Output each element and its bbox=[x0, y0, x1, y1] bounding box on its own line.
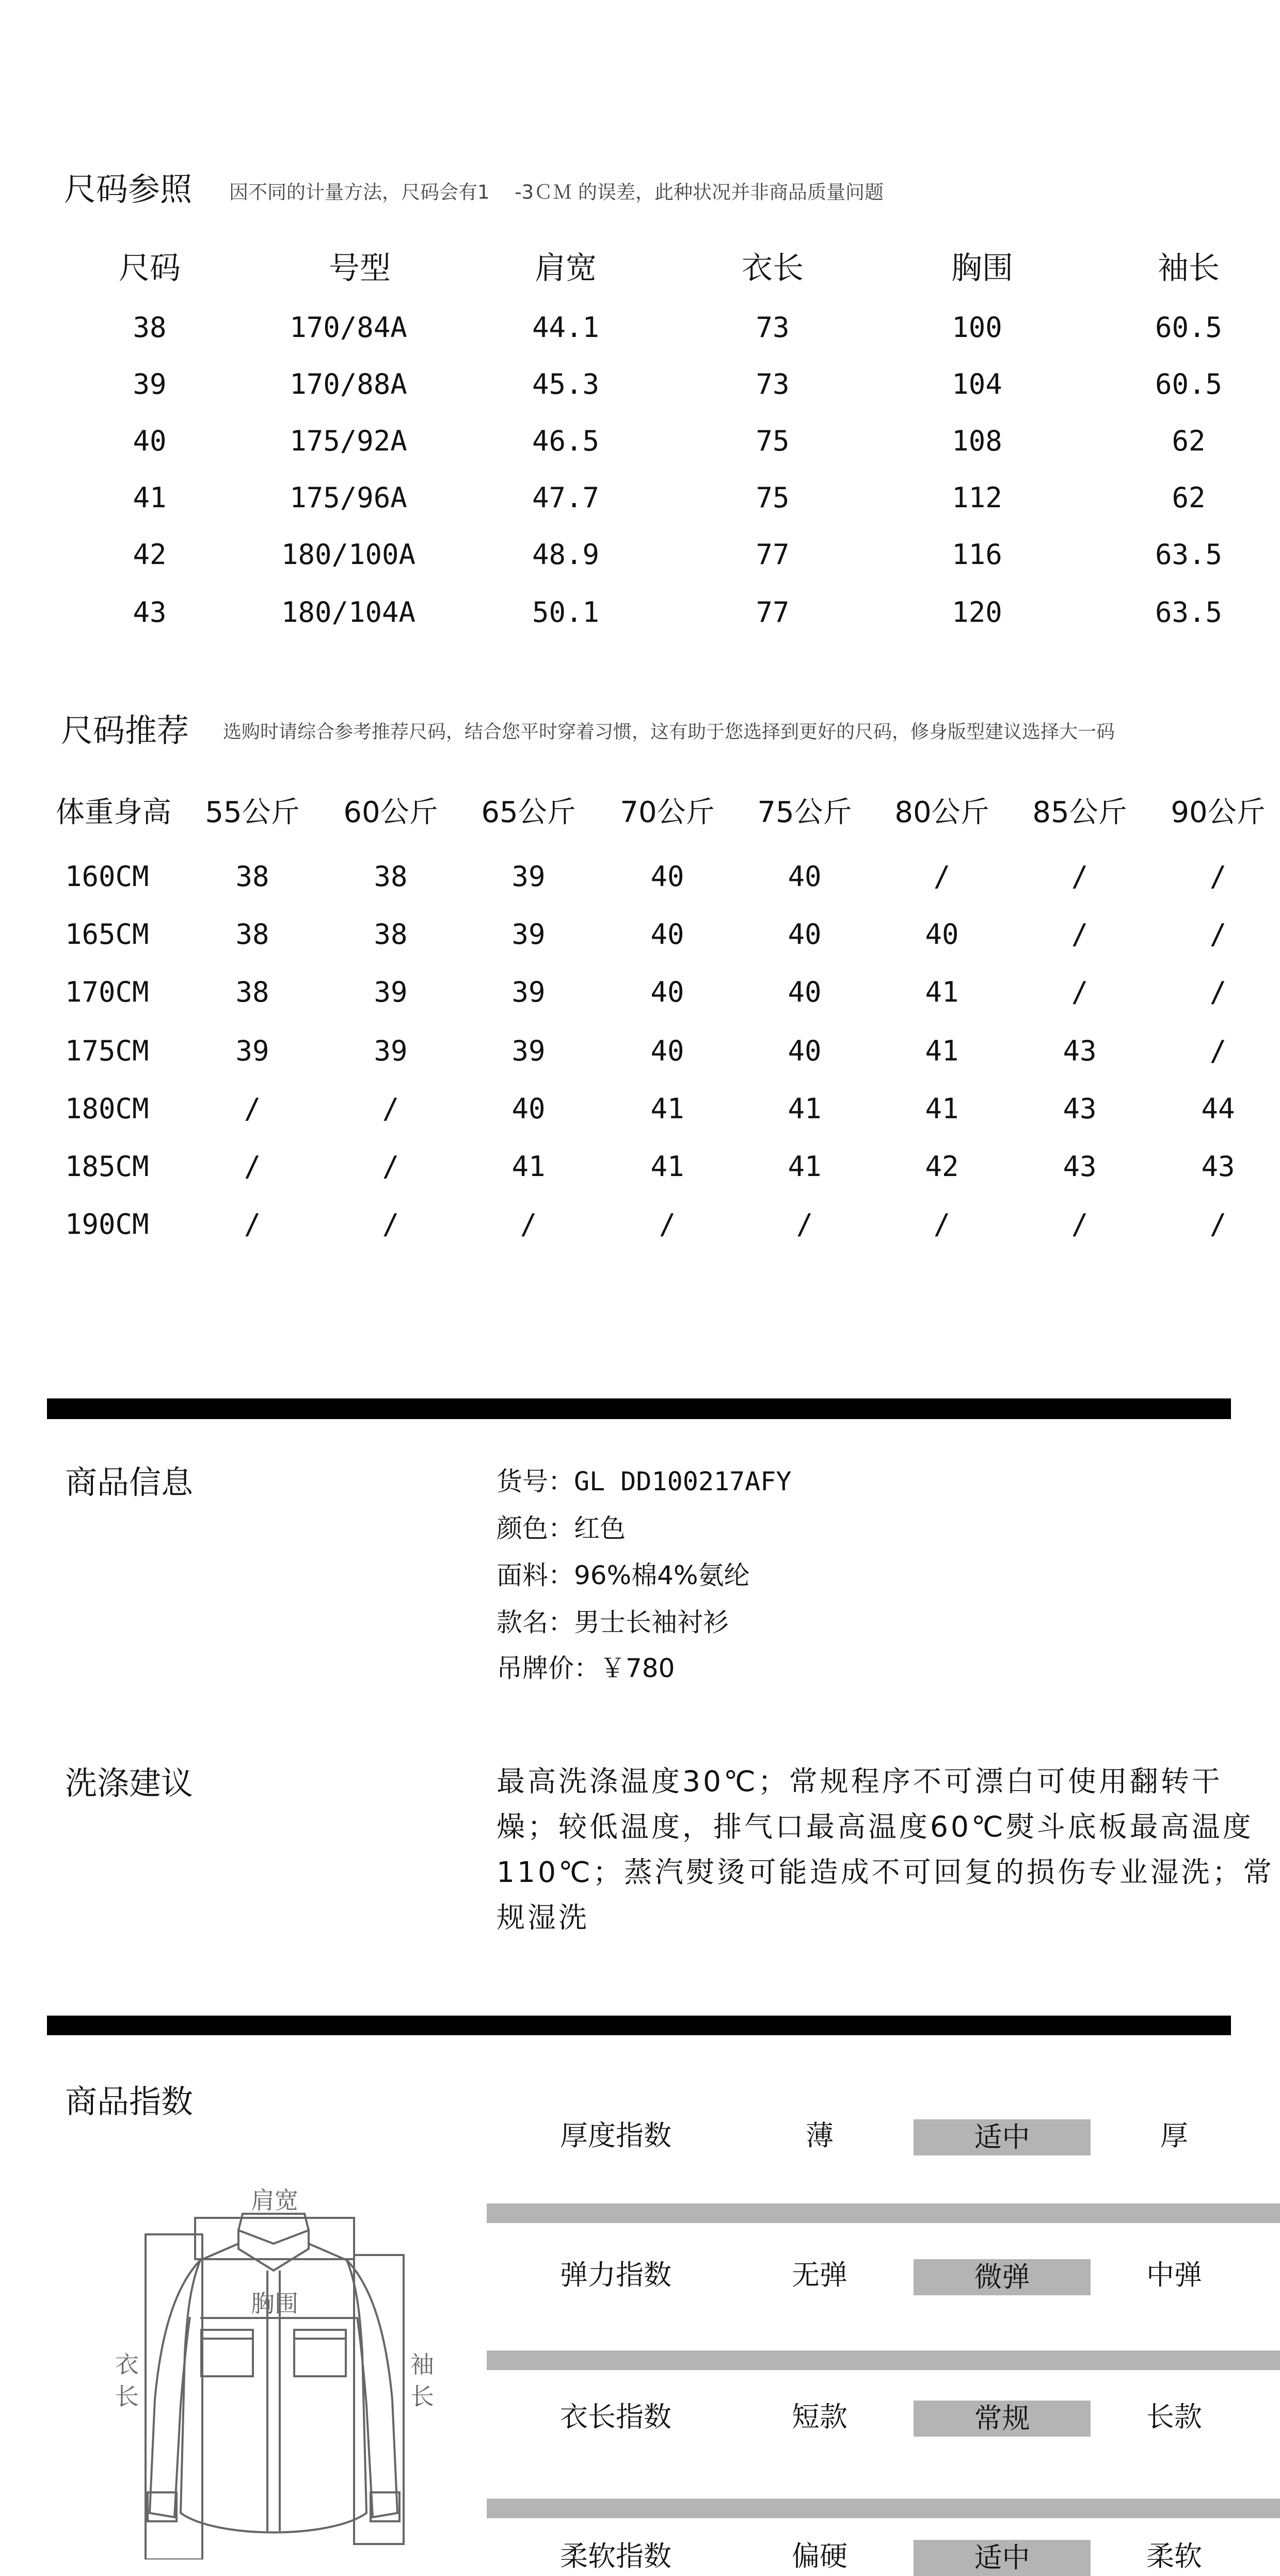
diagram-label-length-1: 衣 bbox=[115, 2350, 139, 2378]
index-selected-label: 微弹 bbox=[974, 2261, 1030, 2293]
cell: / bbox=[1071, 976, 1089, 1008]
washing-instructions: 最高洗涤温度30℃；常规程序不可漂白可使用翻转干燥；较低温度，排气口最高温度60℃熨斗底板最高温度110℃；蒸汽熨烫可能造成不可回复的损伤专业湿洗；常规湿洗 bbox=[497, 1765, 1274, 1934]
index-selected-option bbox=[914, 2401, 1091, 2437]
cell: / bbox=[382, 1092, 399, 1125]
index-selected-option bbox=[914, 2119, 1091, 2155]
cell: 175/96A bbox=[290, 481, 407, 514]
cell: 47.7 bbox=[532, 481, 600, 514]
fabric bbox=[497, 1560, 750, 1590]
cell: / bbox=[244, 1208, 261, 1241]
cell: 73 bbox=[756, 368, 790, 400]
weight-header: 65公斤 bbox=[481, 796, 576, 829]
cell: 43 bbox=[1063, 1092, 1097, 1125]
cell: 170/84A bbox=[290, 311, 407, 344]
cell: 180/104A bbox=[281, 596, 416, 629]
cell: 40 bbox=[788, 976, 822, 1008]
cell: 38 bbox=[374, 860, 408, 893]
height-label: 165CM bbox=[65, 918, 149, 951]
index-divider bbox=[487, 2499, 1280, 2518]
height-label: 180CM bbox=[65, 1092, 149, 1125]
cell: 41 bbox=[788, 1092, 822, 1125]
cell: 40 bbox=[650, 918, 684, 951]
cell: 41 bbox=[650, 1092, 684, 1125]
cell: 38 bbox=[133, 311, 167, 344]
cell: 45.3 bbox=[532, 368, 600, 400]
cell: 38 bbox=[235, 860, 269, 893]
cell: 39 bbox=[511, 976, 546, 1008]
height-label: 160CM bbox=[65, 860, 149, 893]
weight-header: 60公斤 bbox=[343, 796, 438, 829]
cell: 43 bbox=[1063, 1035, 1097, 1067]
cell: 39 bbox=[511, 860, 546, 893]
header-size: 尺码 bbox=[119, 250, 181, 286]
height-label: 175CM bbox=[65, 1035, 149, 1067]
cell: 77 bbox=[756, 538, 790, 571]
item-number-label: 货号： bbox=[497, 1467, 574, 1496]
shirt-measurement-diagram bbox=[103, 2183, 465, 2559]
cell: 41 bbox=[925, 976, 959, 1008]
cell: 108 bbox=[952, 425, 1002, 457]
tag-price bbox=[497, 1655, 675, 1681]
weight-header: 70公斤 bbox=[620, 796, 715, 829]
height-label: 190CM bbox=[65, 1208, 149, 1241]
size-recommend-note: 选购时请综合参考推荐尺码，结合您平时穿着习惯，这有助于您选择到更好的尺码，修身版型建议选择大一码 bbox=[223, 721, 1115, 743]
cell: 38 bbox=[374, 918, 408, 951]
cell: 100 bbox=[952, 311, 1002, 344]
index-option: 薄 bbox=[806, 2119, 834, 2152]
diagram-label-length-2: 长 bbox=[115, 2382, 139, 2410]
cell: 41 bbox=[925, 1035, 959, 1067]
shirt-collar-band bbox=[238, 2214, 309, 2230]
cell: 75 bbox=[756, 425, 790, 457]
cell: 39 bbox=[511, 1035, 546, 1067]
cell: / bbox=[244, 1150, 261, 1183]
cell: 48.9 bbox=[532, 538, 600, 571]
size-recommend-title: 尺码推荐 bbox=[61, 712, 189, 749]
cell: 43 bbox=[1201, 1150, 1235, 1183]
cell: 38 bbox=[235, 976, 269, 1008]
index-selected-option bbox=[914, 2540, 1091, 2576]
item-number bbox=[497, 1469, 791, 1494]
cell: 170/88A bbox=[290, 368, 407, 400]
style-value: 男士长袖衬衫 bbox=[574, 1607, 729, 1637]
cell: 180/100A bbox=[281, 538, 416, 571]
cell: 38 bbox=[235, 918, 269, 951]
cell: 112 bbox=[952, 481, 1002, 514]
corner-label: 体重身高 bbox=[56, 796, 171, 829]
color-label: 颜色： bbox=[497, 1514, 574, 1543]
cell: 42 bbox=[925, 1150, 959, 1183]
header-chest: 胸围 bbox=[951, 250, 1013, 286]
cell: / bbox=[1071, 1208, 1089, 1241]
cell: 41 bbox=[511, 1150, 546, 1183]
height-label: 170CM bbox=[65, 976, 149, 1008]
style-label: 款名： bbox=[497, 1607, 574, 1637]
shirt-collar bbox=[238, 2230, 309, 2271]
right-pocket bbox=[294, 2330, 346, 2376]
diagram-label-sleeve-1: 袖 bbox=[410, 2350, 434, 2378]
product-info-title: 商品信息 bbox=[65, 1463, 194, 1501]
cell: 40 bbox=[788, 1035, 822, 1067]
cell: 46.5 bbox=[532, 425, 600, 457]
item-number-value: GL DD100217AFY bbox=[574, 1467, 792, 1496]
cell: 43 bbox=[133, 596, 167, 629]
cell: / bbox=[382, 1208, 399, 1241]
cell: 41 bbox=[925, 1092, 959, 1125]
cell: 77 bbox=[756, 596, 790, 629]
cell: / bbox=[1209, 918, 1227, 951]
cell: 62 bbox=[1172, 425, 1206, 457]
washing-title: 洗涤建议 bbox=[65, 1764, 194, 1802]
cell: 40 bbox=[133, 425, 167, 457]
cell: / bbox=[1071, 860, 1089, 893]
weight-header: 80公斤 bbox=[894, 796, 989, 829]
cell: 41 bbox=[133, 481, 167, 514]
header-length: 衣长 bbox=[742, 250, 804, 286]
diagram-label-shoulder: 肩宽 bbox=[251, 2186, 298, 2214]
color bbox=[497, 1516, 626, 1541]
index-option: 短款 bbox=[792, 2401, 847, 2433]
cell: / bbox=[1209, 1208, 1227, 1241]
cell: / bbox=[520, 1208, 537, 1241]
cell: 63.5 bbox=[1155, 538, 1223, 571]
cell: / bbox=[1209, 976, 1227, 1008]
cell: / bbox=[1209, 1035, 1227, 1067]
index-name: 衣长指数 bbox=[560, 2401, 671, 2433]
cell: / bbox=[796, 1208, 813, 1241]
weight-header: 55公斤 bbox=[205, 796, 300, 829]
cell: 60.5 bbox=[1155, 311, 1223, 344]
cell: 40 bbox=[788, 918, 822, 951]
cell: 39 bbox=[374, 976, 408, 1008]
price-label: 吊牌价： bbox=[497, 1653, 600, 1683]
index-selected-label: 适中 bbox=[974, 2541, 1030, 2574]
index-option: 长款 bbox=[1146, 2401, 1202, 2433]
product-index-title: 商品指数 bbox=[65, 2083, 194, 2120]
cell: 120 bbox=[952, 596, 1002, 629]
cell: 39 bbox=[374, 1035, 408, 1067]
index-name: 厚度指数 bbox=[560, 2119, 671, 2152]
style-name bbox=[497, 1609, 729, 1635]
index-option: 无弹 bbox=[792, 2259, 847, 2291]
cell: / bbox=[933, 1208, 951, 1241]
cell: 44 bbox=[1201, 1092, 1235, 1125]
cell: 50.1 bbox=[532, 596, 600, 629]
cell: 40 bbox=[925, 918, 959, 951]
section-divider bbox=[47, 2016, 1231, 2035]
cell: / bbox=[933, 860, 951, 893]
height-label: 185CM bbox=[65, 1150, 149, 1183]
cell: 42 bbox=[133, 538, 167, 571]
price-value: ￥780 bbox=[600, 1653, 675, 1683]
index-option: 厚 bbox=[1160, 2119, 1188, 2152]
color-value: 红色 bbox=[574, 1514, 626, 1543]
cell: 44.1 bbox=[532, 311, 600, 344]
index-divider bbox=[487, 2203, 1280, 2223]
index-name: 弹力指数 bbox=[560, 2259, 671, 2291]
header-sleeve: 袖长 bbox=[1158, 250, 1220, 286]
cell: 73 bbox=[756, 311, 790, 344]
cell: / bbox=[1071, 918, 1089, 951]
cell: 40 bbox=[788, 860, 822, 893]
fabric-label: 面料： bbox=[497, 1560, 574, 1590]
cell: 40 bbox=[511, 1092, 546, 1125]
weight-header: 85公斤 bbox=[1032, 796, 1127, 829]
header-model: 号型 bbox=[329, 250, 391, 286]
cell: 63.5 bbox=[1155, 596, 1223, 629]
shirt-left-sleeve bbox=[150, 2260, 200, 2517]
index-option: 柔软 bbox=[1146, 2540, 1202, 2572]
index-selected-label: 常规 bbox=[974, 2402, 1030, 2435]
cell: 39 bbox=[235, 1035, 269, 1067]
weight-header: 75公斤 bbox=[757, 796, 852, 829]
index-option: 偏硬 bbox=[792, 2540, 847, 2572]
size-reference-title: 尺码参照 bbox=[64, 170, 193, 208]
header-shoulder: 肩宽 bbox=[535, 250, 597, 286]
left-pocket bbox=[201, 2330, 253, 2376]
cell: 104 bbox=[952, 368, 1002, 400]
index-selected-label: 适中 bbox=[974, 2121, 1030, 2153]
section-divider bbox=[47, 1398, 1231, 1419]
index-selected-option bbox=[914, 2259, 1091, 2295]
cell: / bbox=[659, 1208, 676, 1241]
cell: 41 bbox=[788, 1150, 822, 1183]
cell: 43 bbox=[1063, 1150, 1097, 1183]
cell: / bbox=[1209, 860, 1227, 893]
cell: 40 bbox=[650, 976, 684, 1008]
cell: 40 bbox=[650, 1035, 684, 1067]
cell: 116 bbox=[952, 538, 1002, 571]
index-divider bbox=[487, 2350, 1280, 2370]
cell: / bbox=[382, 1150, 399, 1183]
index-name: 柔软指数 bbox=[560, 2540, 671, 2572]
diagram-label-sleeve-2: 长 bbox=[410, 2382, 434, 2410]
shirt-body bbox=[181, 2244, 366, 2533]
fabric-value: 96%棉4%氨纶 bbox=[574, 1560, 750, 1590]
size-reference-note: 因不同的计量方法，尺码会有1 -3ＣＭ 的误差，此种状况并非商品质量问题 bbox=[229, 181, 884, 203]
cell: 62 bbox=[1172, 481, 1206, 514]
cell: / bbox=[244, 1092, 261, 1125]
cell: 39 bbox=[511, 918, 546, 951]
index-option: 中弹 bbox=[1146, 2259, 1202, 2291]
cell: 40 bbox=[650, 860, 684, 893]
weight-header: 90公斤 bbox=[1171, 796, 1266, 829]
cell: 60.5 bbox=[1155, 368, 1223, 400]
cell: 39 bbox=[133, 368, 167, 400]
cell: 175/92A bbox=[290, 425, 407, 457]
cell: 41 bbox=[650, 1150, 684, 1183]
diagram-label-chest: 胸围 bbox=[251, 2290, 298, 2317]
cell: 75 bbox=[756, 481, 790, 514]
